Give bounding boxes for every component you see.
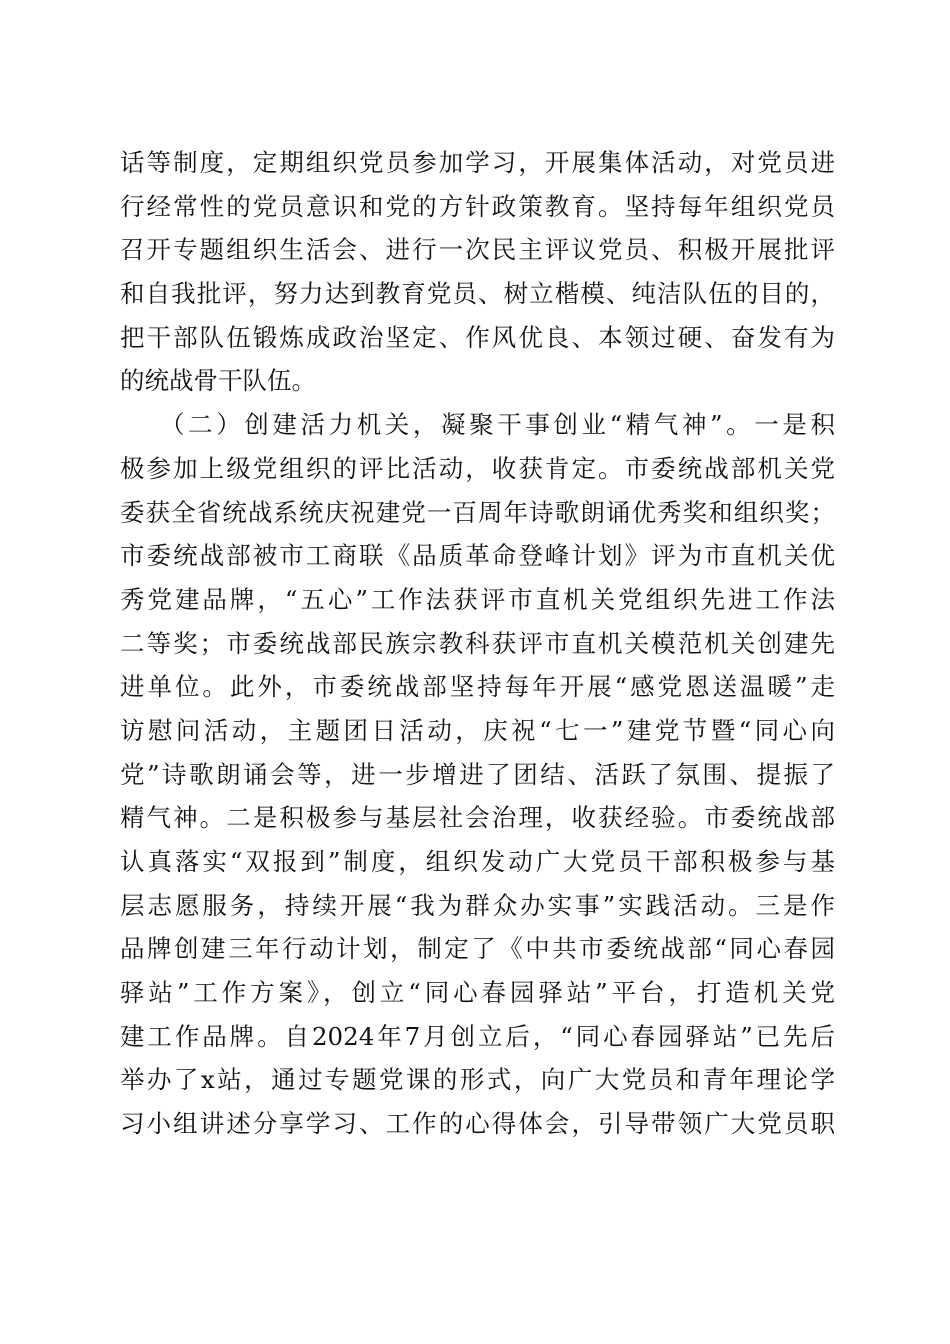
text-line: 层志愿服务，持续开展“我为群众办实事”实践活动。三是作 [120, 890, 835, 920]
text-line: 话等制度，定期组织党员参加学习，开展集体活动，对党员进 [120, 148, 835, 177]
text-line: 进单位。此外，市委统战部坚持每年开展“感党恩送温暖”走 [120, 672, 835, 702]
text-line: 建工作品牌。自2024年7月创立后，“同心春园驿站”已先后 [120, 1021, 835, 1051]
text-line: 和自我批评，努力达到教育党员、树立楷模、纯洁队伍的目的， [120, 279, 835, 309]
body-text [120, 141, 835, 1146]
text-line: 认真落实“双报到”制度，组织发动广大党员干部积极参与基 [120, 847, 835, 876]
text-line: 行经常性的党员意识和党的方针政策教育。坚持每年组织党员 [120, 191, 835, 221]
text-line: 委获全省统战系统庆祝建党一百周年诗歌朗诵优秀奖和组织奖； [120, 497, 835, 527]
text-line: 极参加上级党组织的评比活动，收获肯定。市委统战部机关党 [120, 453, 835, 483]
text-line: 党”诗歌朗诵会等，进一步增进了团结、活跃了氛围、提振了 [120, 759, 835, 789]
text-line: 习小组讲述分享学习、工作的心得体会，引导带领广大党员职 [120, 1109, 835, 1139]
text-line: 精气神。二是积极参与基层社会治理，收获经验。市委统战部 [120, 803, 835, 833]
text-line: 召开专题组织生活会、进行一次民主评议党员、积极开展批评 [120, 235, 835, 265]
text-line: 秀党建品牌，“五心”工作法获评市直机关党组织先进工作法 [120, 584, 835, 614]
text-line: 二等奖；市委统战部民族宗教科获评市直机关模范机关创建先 [120, 628, 835, 658]
text-line: 把干部队伍锻炼成政治坚定、作风优良、本领过硬、奋发有为 [120, 322, 835, 352]
text-line: 访慰问活动，主题团日活动，庆祝“七一”建党节暨“同心向 [120, 715, 835, 745]
text-line: 市委统战部被市工商联《品质革命登峰计划》评为市直机关优 [120, 541, 835, 571]
text-line: 举办了x站，通过专题党课的形式，向广大党员和青年理论学 [120, 1065, 835, 1095]
text-line: 品牌创建三年行动计划，制定了《中共市委统战部“同心春园 [120, 934, 835, 964]
text-line: 的统战骨干队伍。 [120, 366, 316, 396]
text-line: 驿站”工作方案》，创立“同心春园驿站”平台，打造机关党 [120, 978, 835, 1008]
section-heading-line: （二）创建活力机关，凝聚干事创业“精气神”。一是积 [160, 410, 835, 440]
